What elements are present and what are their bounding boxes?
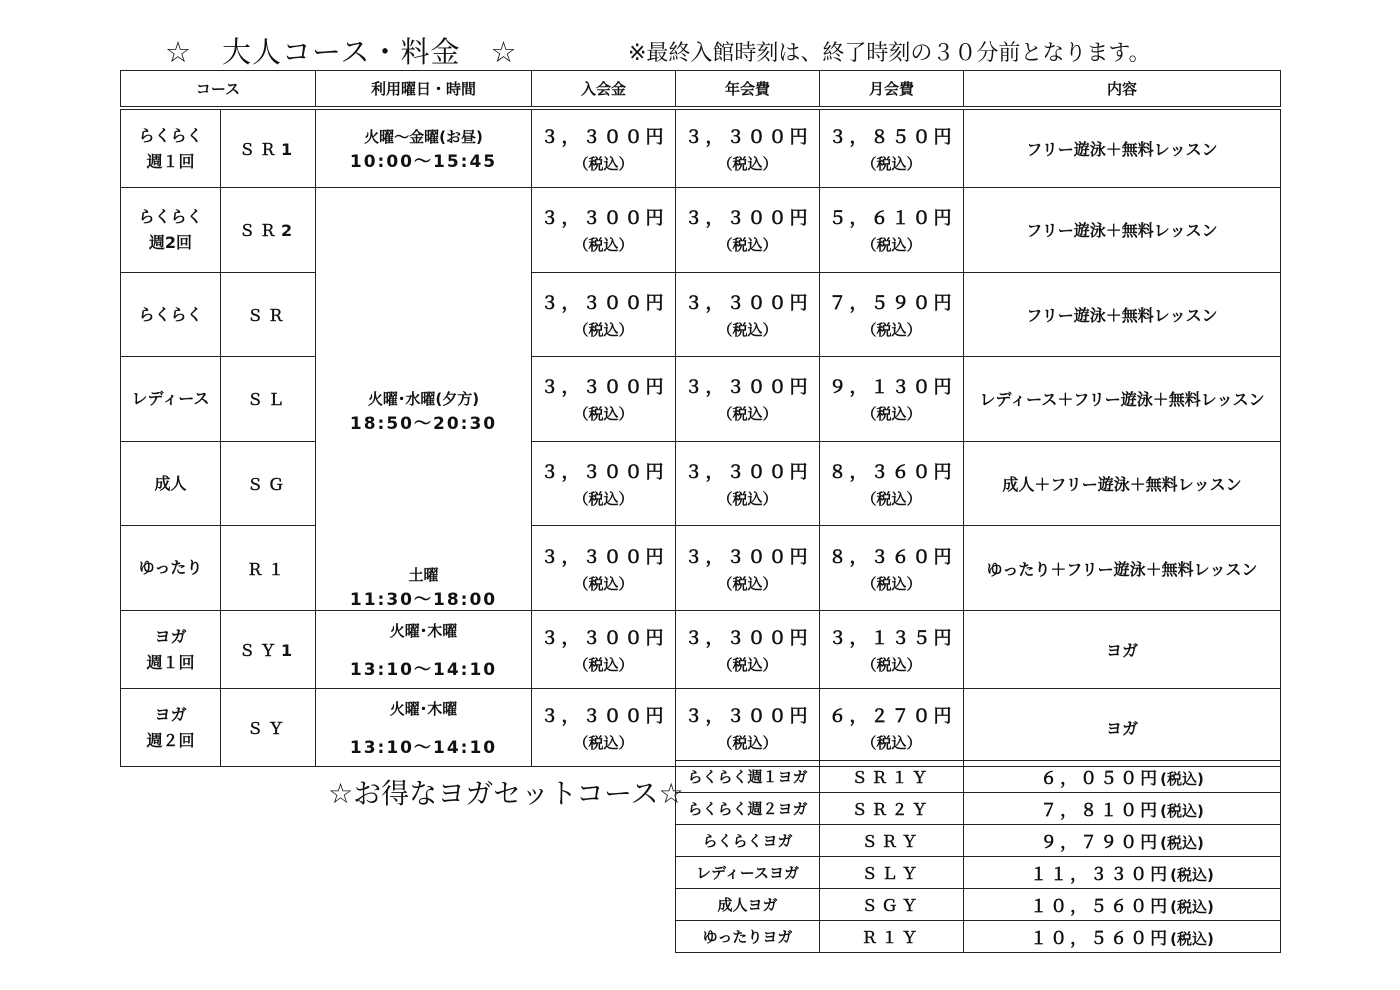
- entry-time-note: ※最終入館時刻は、終了時刻の３０分前となります。: [628, 41, 1151, 66]
- set-name: らくらく週１ヨガ: [676, 761, 820, 793]
- entry-fee-cell: ３，３００円 （税込）: [532, 441, 676, 526]
- course-name: らくらく 週2回: [121, 188, 221, 273]
- table-row: [676, 825, 1281, 857]
- entry-fee-cell: ３，３００円 （税込）: [532, 611, 676, 689]
- monthly-fee-cell: ５，６１０円 （税込）: [820, 188, 964, 273]
- table-row: [121, 441, 1281, 526]
- course-content: フリー遊泳＋無料レッスン: [964, 272, 1281, 357]
- course-code: ＳＬ: [221, 357, 316, 442]
- annual-fee-cell: ３，３００円 （税込）: [676, 526, 820, 611]
- table-row: [121, 689, 1281, 767]
- entry-fee-cell: ３，３００円 （税込）: [532, 108, 676, 188]
- table-row: [121, 357, 1281, 442]
- annual-fee-cell: ３，３００円 （税込）: [676, 689, 820, 767]
- set-name: 成人ヨガ: [676, 889, 820, 921]
- entry-fee-cell: ３，３００円 （税込）: [532, 357, 676, 442]
- schedule-time: 13:10～14:10: [349, 659, 498, 680]
- schedule-time: 11:30～18:00: [349, 590, 498, 610]
- header-content: 内容: [964, 71, 1281, 109]
- course-name: レディース: [121, 357, 221, 442]
- set-price: １０，５６０円(税込): [964, 921, 1281, 953]
- entry-fee-cell: ３，３００円 （税込）: [532, 526, 676, 611]
- set-name: らくらくヨガ: [676, 825, 820, 857]
- schedule-yoga-1: [316, 611, 532, 689]
- course-content: フリー遊泳＋無料レッスン: [964, 108, 1281, 188]
- course-code: ＳＲ1: [221, 108, 316, 188]
- header-monthly-fee: 月会費: [820, 71, 964, 109]
- monthly-fee-cell: ３，８５０円 （税込）: [820, 108, 964, 188]
- course-content: ゆったり＋フリー遊泳＋無料レッスン: [964, 526, 1281, 611]
- monthly-fee-cell: ６，２７０円 （税込）: [820, 689, 964, 767]
- table-row: [121, 188, 1281, 273]
- table-row: [676, 889, 1281, 921]
- annual-fee-cell: ３，３００円 （税込）: [676, 188, 820, 273]
- course-code: ＳＹ: [221, 689, 316, 767]
- annual-fee-cell: ３，３００円 （税込）: [676, 357, 820, 442]
- course-content: ヨガ: [964, 611, 1281, 689]
- entry-fee-cell: ３，３００円 （税込）: [532, 272, 676, 357]
- header-annual-fee: 年会費: [676, 71, 820, 109]
- table-row: [676, 761, 1281, 793]
- course-code: ＳＧ: [221, 441, 316, 526]
- schedule-weekday-evening: [316, 188, 532, 611]
- table-row: [121, 272, 1281, 357]
- course-fee-table: [120, 70, 1281, 767]
- schedule-yoga-2: [316, 689, 532, 767]
- course-name: ゆったり: [121, 526, 221, 611]
- header-schedule: 利用曜日・時間: [316, 71, 532, 109]
- set-name: レディースヨガ: [676, 857, 820, 889]
- course-name: ヨガ 週１回: [121, 611, 221, 689]
- course-content: ヨガ: [964, 689, 1281, 767]
- course-name: らくらく 週１回: [121, 108, 221, 188]
- set-price: １０，５６０円(税込): [964, 889, 1281, 921]
- monthly-fee-cell: ３，１３５円 （税込）: [820, 611, 964, 689]
- schedule-time: 18:50～20:30: [349, 414, 498, 434]
- annual-fee-cell: ３，３００円 （税込）: [676, 108, 820, 188]
- schedule-time: 10:00～15:45: [349, 151, 498, 172]
- yoga-set-table: [675, 760, 1281, 953]
- schedule-days: 火曜･木曜: [389, 621, 458, 640]
- table-row: [676, 793, 1281, 825]
- entry-fee-cell: ３，３００円 （税込）: [532, 689, 676, 767]
- course-name: ヨガ 週２回: [121, 689, 221, 767]
- schedule-days: 火曜･木曜: [389, 699, 458, 718]
- set-code: Ｒ１Ｙ: [820, 921, 964, 953]
- yoga-set-title: ☆お得なヨガセットコース☆: [328, 777, 684, 810]
- monthly-fee-cell: ８，３６０円 （税込）: [820, 441, 964, 526]
- set-code: ＳＧＹ: [820, 889, 964, 921]
- set-code: ＳＲ２Ｙ: [820, 793, 964, 825]
- set-price: ６，０５０円(税込): [964, 761, 1281, 793]
- table-header-row: [121, 71, 1281, 109]
- table-row: [121, 611, 1281, 689]
- schedule-days: 土曜: [408, 566, 439, 584]
- set-price: ９，７９０円(税込): [964, 825, 1281, 857]
- course-name: らくらく: [121, 272, 221, 357]
- table-row: [121, 108, 1281, 188]
- schedule-time: 13:10～14:10: [349, 737, 498, 758]
- course-code: Ｒ１: [221, 526, 316, 611]
- schedule-days: 火曜～金曜(お昼): [364, 127, 483, 146]
- page-title: ☆ 大人コース・料金 ☆: [165, 35, 518, 69]
- annual-fee-cell: ３，３００円 （税込）: [676, 272, 820, 357]
- header-entry-fee: 入会金: [532, 71, 676, 109]
- table-row: [121, 526, 1281, 611]
- set-price: １１，３３０円(税込): [964, 857, 1281, 889]
- set-name: らくらく週２ヨガ: [676, 793, 820, 825]
- schedule-days: 火曜･水曜(夕方): [367, 390, 480, 408]
- set-code: ＳＲＹ: [820, 825, 964, 857]
- course-content: フリー遊泳＋無料レッスン: [964, 188, 1281, 273]
- annual-fee-cell: ３，３００円 （税込）: [676, 441, 820, 526]
- table-row: [676, 921, 1281, 953]
- set-price: ７，８１０円(税込): [964, 793, 1281, 825]
- entry-fee-cell: ３，３００円 （税込）: [532, 188, 676, 273]
- monthly-fee-cell: ８，３６０円 （税込）: [820, 526, 964, 611]
- set-name: ゆったりヨガ: [676, 921, 820, 953]
- annual-fee-cell: ３，３００円 （税込）: [676, 611, 820, 689]
- table-row: [676, 857, 1281, 889]
- course-code: ＳＲ2: [221, 188, 316, 273]
- monthly-fee-cell: ９，１３０円 （税込）: [820, 357, 964, 442]
- set-code: ＳＬＹ: [820, 857, 964, 889]
- set-code: ＳＲ１Ｙ: [820, 761, 964, 793]
- course-code: ＳＹ1: [221, 611, 316, 689]
- course-content: 成人＋フリー遊泳＋無料レッスン: [964, 441, 1281, 526]
- course-content: レディース＋フリー遊泳＋無料レッスン: [964, 357, 1281, 442]
- schedule-weekday-day: [316, 108, 532, 188]
- monthly-fee-cell: ７，５９０円 （税込）: [820, 272, 964, 357]
- course-name: 成人: [121, 441, 221, 526]
- course-code: ＳＲ: [221, 272, 316, 357]
- header-course: コース: [121, 71, 316, 109]
